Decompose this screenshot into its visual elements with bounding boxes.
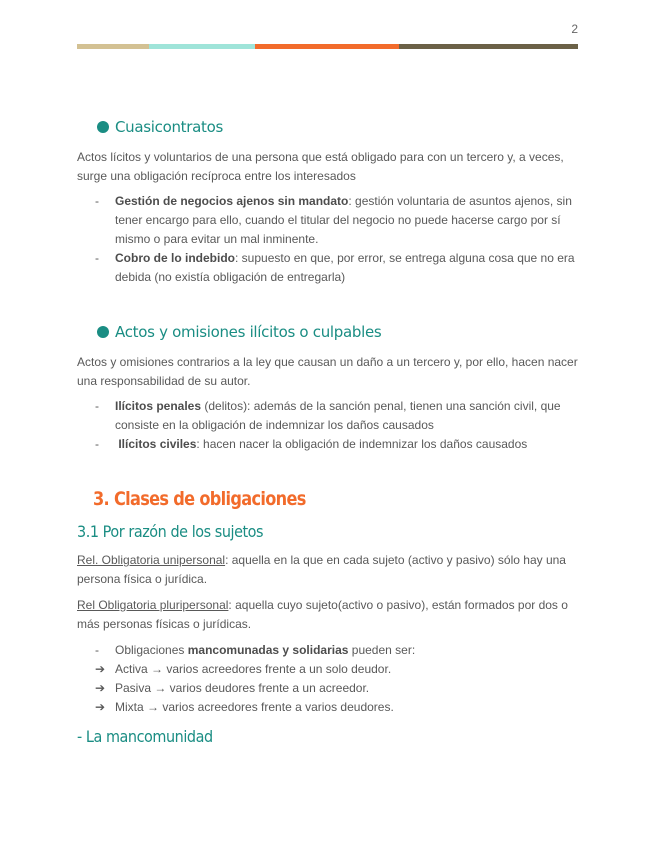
- item-bold: Ilícitos penales: [115, 399, 202, 413]
- list-item: [77, 698, 582, 717]
- header-color-bar: [77, 44, 578, 49]
- item-bold: Cobro de lo indebido: [115, 251, 235, 265]
- subsection-title: 3.1 Por razón de los sujetos: [77, 522, 264, 541]
- section-heading-cuasicontratos: [97, 116, 582, 138]
- document-body: [77, 116, 582, 746]
- color-bar-segment-2: [149, 44, 255, 49]
- paragraph: Actos lícitos y voluntarios de una persona que está obligado para con un tercero y, a veces, surge una obligación recíproca entre los interesados: [77, 150, 564, 183]
- item-text: Obligaciones: [115, 643, 188, 657]
- color-bar-segment-3: [255, 44, 399, 49]
- color-bar-segment-1: [77, 44, 149, 49]
- item-text: Activa → varios acreedores frente a un solo deudor.: [115, 662, 392, 676]
- dash-marker: -: [95, 399, 99, 413]
- list-item: [77, 679, 582, 698]
- paragraph-unipersonal: [77, 551, 582, 589]
- item-text: : gestión voluntaria de asuntos ajenos, sin tener encargo para ello, cuando el titular del negocio no puede hacerse cargo por sí mismo o para evitar un mal inminente.: [115, 194, 572, 246]
- heading-text: Cuasicontratos: [115, 118, 223, 136]
- paragraph-text: : aquella cuyo sujeto(activo o pasivo), están formados por dos o más personas físicas o jurídicas.: [77, 598, 568, 631]
- arrow-right-icon: ➔: [95, 662, 106, 676]
- dash-list: [77, 397, 582, 454]
- paragraph-text: : aquella en la que en cada sujeto (activo y pasivo) sólo hay una persona física o jurídica.: [77, 553, 566, 586]
- list-item: [77, 641, 582, 660]
- arrow-list: [77, 660, 582, 717]
- item-bold: Ilícitos civiles: [118, 437, 197, 451]
- section-title-clases: 3. Clases de obligaciones: [93, 488, 306, 510]
- item-bold: mancomunadas y solidarias: [187, 643, 349, 657]
- section-heading-actos-ilicitos: [97, 321, 582, 343]
- dash-marker: -: [95, 437, 99, 451]
- list-item: [77, 660, 582, 679]
- paragraph: Actos y omisiones contrarios a la ley que causan un daño a un tercero y, por ello, hacen nacer una responsabilidad de su autor.: [77, 355, 578, 388]
- list-item: [77, 192, 582, 249]
- item-text: : supuesto en que, por error, se entrega alguna cosa que no era debida (no existía obligación de entregarla): [115, 251, 575, 284]
- page-number: 2: [571, 22, 578, 36]
- item-text: : hacen nacer la obligación de indemnizar los daños causados: [196, 437, 528, 451]
- arrow-right-icon: ➔: [95, 681, 106, 695]
- underlined-term: Rel Obligatoria pluripersonal: [77, 598, 229, 612]
- item-bold: Gestión de negocios ajenos sin mandato: [115, 194, 349, 208]
- dash-marker: -: [95, 643, 99, 657]
- item-text: (delitos): además de la sanción penal, tienen una sanción civil, que consiste en la obligación de indemnizar los daños causados: [115, 399, 561, 432]
- list-item: [77, 435, 582, 454]
- bullet-dot-icon: [97, 326, 109, 338]
- paragraph-pluripersonal: [77, 596, 582, 634]
- list-item: [77, 249, 582, 287]
- color-bar-segment-4: [399, 44, 578, 49]
- list-item: [77, 397, 582, 435]
- arrow-right-icon: ➔: [95, 700, 106, 714]
- item-text: pueden ser:: [348, 643, 416, 657]
- dash-marker: -: [95, 251, 99, 265]
- dash-list: [77, 192, 582, 287]
- item-text: Pasiva → varios deudores frente a un acreedor.: [115, 681, 370, 695]
- subsection-title-mancomunidad: - La mancomunidad: [77, 727, 213, 746]
- dash-list: [77, 641, 582, 660]
- underlined-term: Rel. Obligatoria unipersonal: [77, 553, 226, 567]
- heading-text: Actos y omisiones ilícitos o culpables: [115, 323, 382, 341]
- item-text: Mixta → varios acreedores frente a varios deudores.: [115, 700, 394, 714]
- bullet-dot-icon: [97, 121, 109, 133]
- dash-marker: -: [95, 194, 99, 208]
